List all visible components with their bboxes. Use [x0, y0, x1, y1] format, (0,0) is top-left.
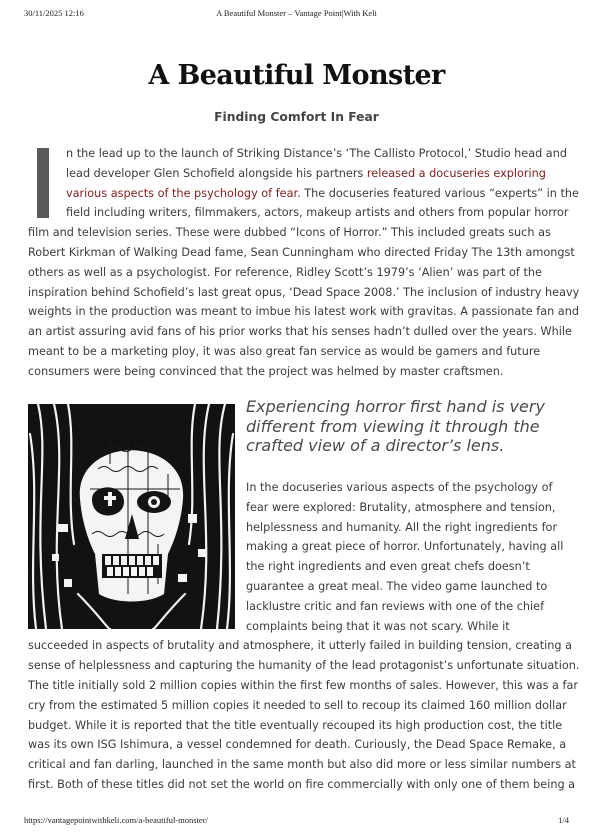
docuseries-link-continued[interactable]: various aspects of the psychology of fear.	[66, 186, 301, 200]
text-line: making a great piece of horror. Unfortunately, having all	[246, 540, 564, 554]
text-line: weights in the production was meant to imbue his latest work with gravitas. A passionate fan and	[28, 305, 579, 319]
pull-quote-line: Experiencing horror first hand is very	[246, 397, 545, 416]
text-line: inspiration behind Schofield’s last great opus, ‘Dead Space 2008.’ The inclusion of industry heavy	[28, 285, 580, 299]
text-line: was its own ISG Ishimura, a vessel condemned for death. Curiously, the Dead Space Remake, a	[28, 738, 567, 752]
print-header	[24, 8, 569, 18]
text-line: helplessness and humanity. All the right ingredients for	[246, 520, 558, 534]
text-line: first. Both of these titles did not set the world on fire commercially with only one of them being a	[28, 777, 576, 791]
text-line: complaints being that it was not scary. While it	[246, 619, 510, 633]
text-line: others as well as a psychologist. For reference, Ridley Scott’s 1979’s ‘Alien’ was part of the	[28, 265, 542, 279]
docuseries-link[interactable]: released a docuseries exploring	[366, 166, 546, 180]
text-line: an artist assuring avid fans of his prior works that his senses hadn’t dulled over the years. While	[28, 325, 572, 339]
text-line: succeeded in aspects of brutality and atmosphere, it utterly failed in building tension, creating a	[28, 639, 573, 653]
text-line: Robert Kirkman of Walking Dead fame, Sean Cunningham who directed Friday The 13th amongst	[28, 245, 575, 259]
text-line: lead developer Glen Schofield alongside his partners released a docuseries exploring	[66, 166, 546, 180]
text-line: guarantee a great meal. The video game launched to	[246, 579, 548, 593]
print-footer	[24, 815, 569, 825]
pull-quote-line: crafted view of a director’s lens.	[246, 436, 505, 456]
pull-quote	[246, 397, 566, 456]
print-datetime: 30/11/2025 12:16	[24, 8, 84, 18]
text-line: cry from the estimated 5 million copies it needed to sell to recoup its claimed 160 million dollar	[28, 698, 567, 712]
text-line: film and television series. These were dubbed “Icons of Horror.” This included greats such as	[28, 226, 551, 240]
text-line: consumers were being convinced that the project was helmed by master craftsmen.	[28, 364, 504, 378]
print-url[interactable]: https://vantagepointwithkeli.com/a-beautiful-monster/	[24, 815, 208, 825]
article-title: A Beautiful Monster	[148, 60, 445, 91]
text-line: lacklustre critic and fan reviews with one of the chief	[246, 599, 545, 613]
text-line: field including writers, filmmakers, actors, makeup artists and others from popular horror	[66, 206, 569, 220]
print-page-title: A Beautiful Monster – Vantage Point|With Keli	[216, 8, 377, 18]
text-line: sense of helplessness and capturing the humanity of the lead protagonist’s unfortunate situation.	[28, 659, 580, 673]
intro-paragraph	[28, 144, 580, 382]
body-paragraph	[28, 478, 580, 795]
text-line: In the docuseries various aspects of the psychology of	[246, 481, 553, 494]
text-line: meant to be a marketing ploy, it was also great fan service as would be gamers and future	[28, 344, 541, 358]
text-line: fear were explored: Brutality, atmosphere and tension,	[246, 500, 556, 514]
article-subtitle: Finding Comfort In Fear	[214, 110, 379, 124]
text-line: the right ingredients and even great chefs doesn’t	[246, 560, 530, 574]
text-line: The title initially sold 2 million copies within the first few months of sales. However, this was a far	[28, 678, 578, 692]
text-line: n the lead up to the launch of Striking Distance’s ‘The Callisto Protocol,’ Studio head and	[66, 147, 567, 160]
text-line: budget. While it is reported that the title eventually recouped its high production cost, the title	[28, 718, 563, 732]
pull-quote-line: different from viewing it through the	[246, 416, 540, 436]
text-line: critical and fan darling, launched in the same month but also did more or less similar numbers at	[28, 758, 576, 772]
text-line: various aspects of the psychology of fear. The docuseries featured various “experts” in the	[66, 186, 579, 200]
page-number: 1/4	[558, 815, 569, 825]
